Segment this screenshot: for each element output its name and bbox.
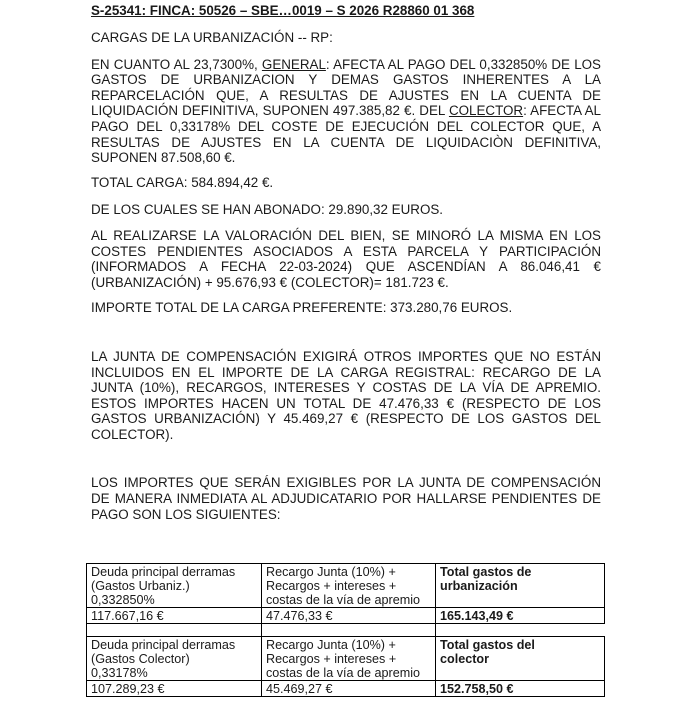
- cell-line: urbanización: [440, 579, 518, 593]
- importes-exigibles-paragraph: LOS IMPORTES QUE SERÁN EXIGIBLES POR LA JUNTA DE COMPENSACIÓN DE MANERA INMEDIATA AL ADJUDICATARIO POR HALLARSE PENDIENTES DE PAGO SON LOS SIGUIENTES:: [91, 475, 601, 522]
- table-cell: 45.469,27 €: [262, 681, 436, 697]
- table-cell: [262, 564, 436, 608]
- importe-total: IMPORTE TOTAL DE LA CARGA PREFERENTE: 373.280,76 EUROS.: [91, 300, 513, 316]
- cell-line: Recargos + intereses +: [266, 652, 397, 666]
- table-row: [87, 564, 605, 608]
- table-cell: [262, 637, 436, 681]
- table-cell: [262, 624, 436, 637]
- table-cell: 165.143,49 €: [436, 608, 605, 624]
- table-cell: [87, 624, 262, 637]
- cell-line: costas de la vía de apremio: [266, 666, 421, 680]
- table-cell: [436, 624, 605, 637]
- cell-line: costas de la vía de apremio: [266, 593, 421, 607]
- table-spacer-row: [87, 624, 605, 637]
- table-cell: [87, 564, 262, 608]
- cell-line: Total gastos del: [440, 638, 535, 652]
- table-cell: 117.667,16 €: [87, 608, 262, 624]
- abonado-text: DE LOS CUALES SE HAN ABONADO: 29.890,32 EUROS.: [91, 202, 444, 218]
- general-label: GENERAL: [261, 56, 326, 72]
- section-heading: CARGAS DE LA URBANIZACIÓN -- RP:: [91, 30, 333, 45]
- cell-line: Recargos + intereses +: [266, 579, 397, 593]
- paragraph-cargas: [91, 57, 601, 166]
- cell-line: Deuda principal derramas: [91, 638, 236, 652]
- table-cell: 107.289,23 €: [87, 681, 262, 697]
- importes-table: [86, 563, 605, 697]
- cell-line: (Gastos Urbaniz.): [91, 579, 190, 593]
- cell-line: 0,332850%: [91, 593, 155, 607]
- cell-line: Recargo Junta (10%) +: [266, 565, 396, 579]
- text-segment: EN CUANTO AL 23,7300%,: [91, 56, 262, 72]
- table-cell: 47.476,33 €: [262, 608, 436, 624]
- table-cell: [87, 637, 262, 681]
- cell-line: Deuda principal derramas: [91, 565, 236, 579]
- cell-line: Recargo Junta (10%) +: [266, 638, 396, 652]
- table-cell: [436, 637, 605, 681]
- table-row: [87, 637, 605, 681]
- total-carga: TOTAL CARGA: 584.894,42 €.: [91, 174, 274, 190]
- table-cell: 152.758,50 €: [436, 681, 605, 697]
- junta-paragraph: LA JUNTA DE COMPENSACIÓN EXIGIRÁ OTROS IMPORTES QUE NO ESTÁN INCLUIDOS EN EL IMPORTE DE LA CARGA REGISTRAL: RECARGO DE LA JUNTA (10%), RECARGOS, INTERESES Y COSTAS DE LA VÍA DE APREMIO. ESTOS IMPORTES HACEN UN TOTAL DE 47.476,33 € (RESPECTO DE LOS GASTOS URBANIZACIÓN) Y 45.469,27 € (RESPECTO DE LOS GASTOS DEL COLECTOR).: [91, 348, 601, 442]
- text-segment: : AFECTA AL PAGO DEL 0,33178% DEL COSTE DE EJECUCIÓN DEL COLECTOR QUE, A RESULTAS DE AJUSTES EN LA CUENTA DE LIQUIDACIÒN DEFINITIVA, SUPONEN 87.508,60 €.: [91, 103, 601, 166]
- table-row: [87, 608, 605, 624]
- valoracion-paragraph: AL REALIZARSE LA VALORACIÓN DEL BIEN, SE MINORÓ LA MISMA EN LOS COSTES PENDIENTES ASOCIADOS A ESTA PARCELA Y PARTICIPACIÓN (INFORMADOS A FECHA 22-03-2024) QUE ASCENDÍAN A 86.046,41 € (URBANIZACIÓN) + 95.676,93 € (COLECTOR)= 181.723 €.: [91, 227, 601, 290]
- table-cell: [436, 564, 605, 608]
- cell-line: 0,33178%: [91, 666, 148, 680]
- document-title: S-25341: FINCA: 50526 – SBE…0019 – S 2026 R28860 01 368: [91, 3, 475, 18]
- cell-line: (Gastos Colector): [91, 652, 190, 666]
- document-body: [91, 2, 601, 522]
- cell-line: colector: [440, 652, 489, 666]
- cell-line: Total gastos de: [440, 565, 532, 579]
- table-row: [87, 681, 605, 697]
- text-segment: : AFECTA AL PAGO DEL 0,332850% DE LOS GASTOS DE URBANIZACION Y DEMAS GASTOS INHERENTES A LA REPARCELACIÓN QUE, A RESULTAS DE AJUSTES EN LA CUENTA DE LIQUIDACIÓN DEFINITIVA, SUPONEN 497.385,82 €. DEL: [91, 56, 601, 119]
- colector-label: COLECTOR: [448, 103, 524, 119]
